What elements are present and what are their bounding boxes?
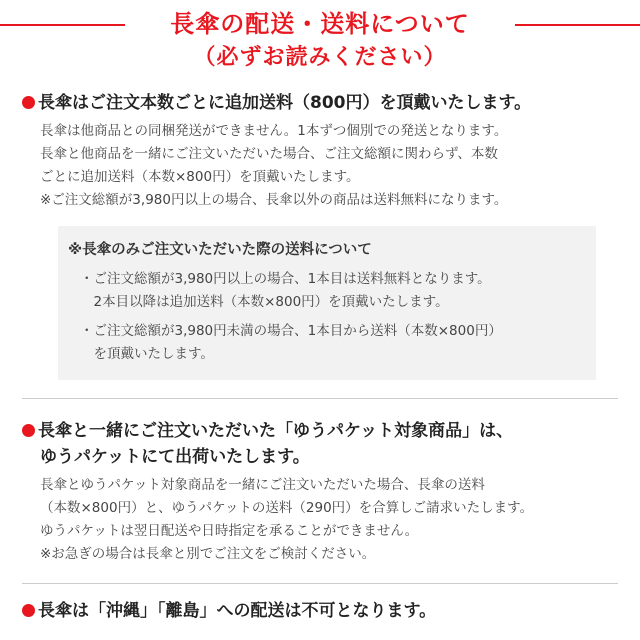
section-yu-packet [22,418,622,566]
section-extra-shipping [22,90,622,212]
note-title: ※長傘のみご注文いただいた際の送料について [68,242,372,258]
section-heading: 長傘と一緒にご注文いただいた「ゆうパケット対象商品」は、 [22,418,622,444]
red-bullet-icon [22,424,35,437]
title-rule-right [515,24,640,26]
page-title [0,6,640,74]
divider [22,398,618,399]
body-line: ※ご注文総額が3,980円以上の場合、長傘以外の商品は送料無料になります。 [40,192,508,208]
note-body [80,268,502,366]
body-line: （本数×800円）と、ゆうパケットの送料（290円）を合算しご請求いたします。 [40,500,534,516]
title-main: 長傘の配送・送料について [170,10,470,38]
title-sub: （必ずお読みください） [193,45,447,70]
divider [22,583,618,584]
note-line: ・ご注文総額が3,980円未満の場合、1本目から送料（本数×800円） [80,323,502,339]
note-line: 2本目以降は追加送料（本数×800円）を頂戴いたします。 [80,294,449,310]
section-heading: 長傘は「沖縄」「離島」への配送は不可となります。 [22,598,622,624]
body-line: ごとに追加送料（本数×800円）を頂戴いたします。 [40,169,360,185]
body-line: ゆうパケットは翌日配送や日時指定を承ることができません。 [40,523,419,539]
body-line: 長傘と他商品を一緒にご注文いただいた場合、ご注文総額に関わらず、本数 [40,146,498,162]
section-body [22,474,622,566]
section-body [22,120,622,212]
red-bullet-icon [22,604,35,617]
body-line: 長傘とゆうパケット対象商品を一緒にご注文いただいた場合、長傘の送料 [40,477,485,493]
red-bullet-icon [22,96,35,109]
title-rule-left [0,24,125,26]
note-line: を頂戴いたします。 [80,346,214,362]
body-line: 長傘は他商品との同梱発送ができません。1本ずつ個別での発送となります。 [40,123,508,139]
note-line: ・ご注文総額が3,980円以上の場合、1本目は送料無料となります。 [80,271,491,287]
body-line: ※お急ぎの場合は長傘と別でご注文をご検討ください。 [40,546,376,562]
section-no-okinawa [22,598,622,624]
section-heading-line2: ゆうパケットにて出荷いたします。 [40,447,310,467]
note-box [58,226,596,380]
section-heading: 長傘はご注文本数ごとに追加送料（800円）を頂戴いたします。 [22,90,622,116]
